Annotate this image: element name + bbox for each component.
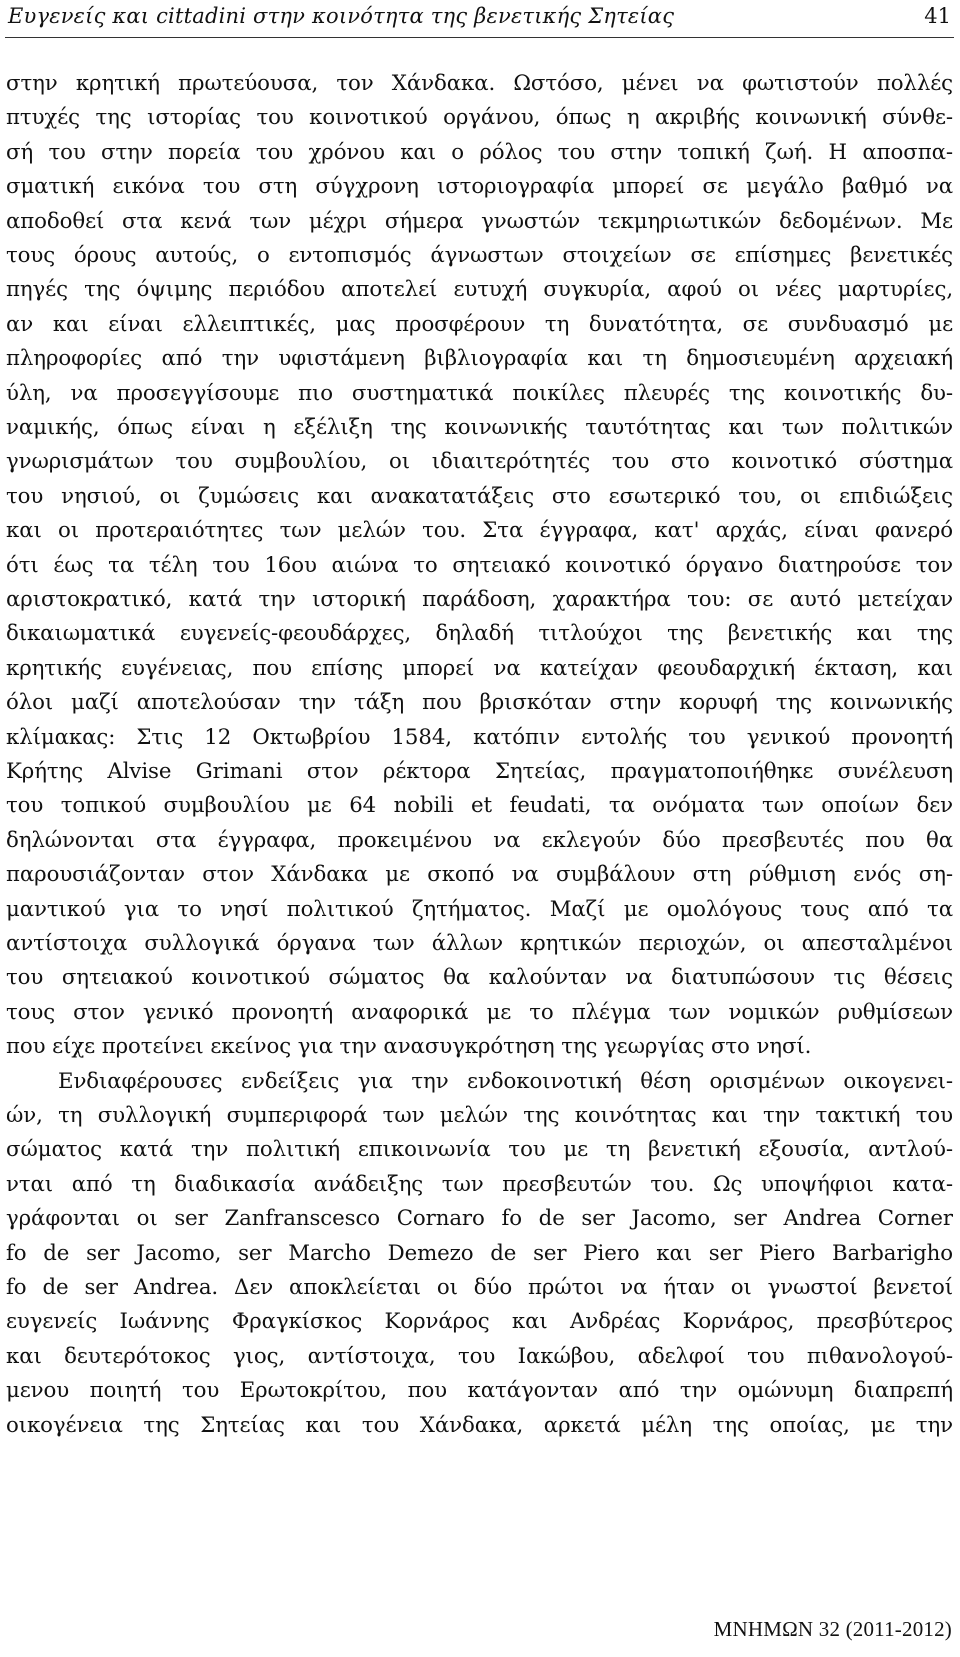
text-line: σώματος κατά την πολιτική επικοινωνία του με τη βενετική εξουσία, αντλού-: [6, 1137, 953, 1163]
text-line: νται από τη διαδικασία ανάδειξης των πρεσβευτών του. Ως υποψήφιοι κατα-: [6, 1171, 953, 1197]
text-line: μενου ποιητή του Ερωτοκρίτου, που κατάγονταν από την ομώνυμη διαπρεπή: [6, 1378, 953, 1404]
text-line: του σητειακού κοινοτικού σώματος θα καλούνταν να διατυπώσουν τις θέσεις: [6, 965, 953, 991]
text-line: που είχε προτείνει εκείνος για την ανασυγκρότηση της γεωργίας στο νησί.: [6, 1034, 812, 1060]
text-line: αριστοκρατικό, κατά την ιστορική παράδοση, χαρακτήρα του: σε αυτό μετείχαν: [6, 587, 953, 612]
text-line: fo de ser Andrea. Δεν αποκλείεται οι δύο πρώτοι να ήταν οι γνωστοί βενετοί: [6, 1275, 953, 1300]
text-line: ότι έως τα τέλη του 16ου αιώνα το σητειακό κοινοτικό όργανο διατηρούσε τον: [6, 552, 953, 578]
journal-footer: ΜΝΗΜΩΝ 32 (2011-2012): [713, 1617, 952, 1641]
text-line: τους όρους αυτούς, ο εντοπισμός άγνωστων στοιχείων σε επίσημες βενετικές: [6, 243, 953, 268]
running-title: Ευγενείς και cittadini στην κοινότητα της βενετικής Σητείας: [8, 4, 675, 28]
text-line: όλοι μαζί αποτελούσαν την τάξη που βρισκόταν στην κορυφή της κοινωνικής: [6, 690, 953, 716]
text-line: στην κρητική πρωτεύουσα, τον Χάνδακα. Ωστόσο, μένει να φωτιστούν πολλές: [6, 71, 953, 96]
text-line: οικογένεια της Σητείας και του Χάνδακα, αρκετά μέλη της οποίας, με την: [6, 1412, 953, 1438]
text-line: πτυχές της ιστορίας του κοινοτικού οργάνου, όπως η ακριβής κοινωνική σύνθε-: [6, 105, 953, 131]
text-line: σή του στην πορεία του χρόνου και ο ρόλος του στην τοπική ζωή. Η αποσπα-: [6, 139, 953, 165]
text-line: δικαιωματικά ευγενείς-φεουδάρχες, δηλαδή τιτλούχοι της βενετικής και της: [6, 621, 953, 647]
text-line: σματική εικόνα του στη σύγχρονη ιστοριογραφία μπορεί σε μεγάλο βαθμό να: [6, 174, 953, 200]
running-header: [5, 0, 954, 38]
text-line: ευγενείς Ιωάννης Φραγκίσκος Κορνάρος και Ανδρέας Κορνάρος, πρεσβύτερος: [6, 1309, 953, 1335]
text-line: πηγές της όψιμης περιόδου αποτελεί ευτυχή συγκυρία, αφού οι νέες μαρτυρίες,: [6, 277, 953, 303]
text-line: αντίστοιχα συλλογικά όργανα των άλλων κρητικών περιοχών, οι απεσταλμένοι: [6, 931, 953, 956]
text-line: και δευτερότοκος γιος, αντίστοιχα, του Ιακώβου, αδελφοί του πιθανολογού-: [6, 1343, 953, 1369]
text-line: παρουσιάζονταν στον Χάνδακα με σκοπό να συμβάλουν στη ρύθμιση ενός ση-: [6, 862, 953, 888]
text-line: πληροφορίες από την υφιστάμενη βιβλιογραφία και τη δημοσιευμένη αρχειακή: [6, 346, 953, 372]
text-line: τους στον γενικό προνοητή αναφορικά με το πλέγμα των νομικών ρυθμίσεων: [6, 999, 953, 1025]
text-line: του νησιού, οι ζυμώσεις και ανακατατάξεις στο εσωτερικό του, οι επιδιώξεις: [6, 483, 953, 509]
text-line: Κρήτης Alvise Grimani στον ρέκτορα Σητείας, πραγματοποιήθηκε συνέλευση: [6, 759, 953, 784]
page-number: 41: [924, 4, 951, 28]
text-line: γνωρισμάτων του συμβουλίου, οι ιδιαιτερότητές του στο κοινοτικό σύστημα: [6, 449, 953, 475]
text-line: του τοπικού συμβουλίου με 64 nobili et feudati, τα ονόματα των οποίων δεν: [6, 793, 953, 819]
text-line: κρητικής ευγένειας, που επίσης μπορεί να κατείχαν φεουδαρχική έκταση, και: [6, 655, 953, 681]
text-line: μαντικού για το νησί πολιτικού ζητήματος. Μαζί με ομολόγους τους από τα: [6, 896, 953, 922]
text-line: αν και είναι ελλειπτικές, μας προσφέρουν τη δυνατότητα, σε συνδυασμό με: [6, 311, 953, 337]
text-line: και οι προτεραιότητες των μελών του. Στα έγγραφα, κατ' αρχάς, είναι φανερό: [6, 518, 953, 544]
text-line: fo de ser Jacomo, ser Marcho Demezo de ser Piero και ser Piero Barbarigho: [6, 1240, 953, 1266]
text-line: ών, τη συλλογική συμπεριφορά των μελών της κοινότητας και την τακτική του: [6, 1103, 953, 1128]
paragraph-first-line: Ενδιαφέρουσες ενδείξεις για την ενδοκοινοτική θέση ορισμένων οικογενει-: [58, 1068, 953, 1094]
text-line: κλίμακας: Στις 12 Οκτωβρίου 1584, κατόπιν εντολής του γενικού προνοητή: [6, 724, 953, 750]
text-line: ύλη, να προσεγγίσουμε πιο συστηματικά ποικίλες πλευρές της κοινοτικής δυ-: [6, 380, 953, 406]
text-line: ναμικής, όπως είναι η εξέλιξη της κοινωνικής ταυτότητας και των πολιτικών: [6, 415, 953, 440]
text-line: γράφονται οι ser Zanfranscesco Cornaro fo de ser Jacomo, ser Andrea Corner: [6, 1206, 953, 1232]
text-line: δηλώνονται στα έγγραφα, προκειμένου να εκλεγούν δύο πρεσβευτές που θα: [6, 827, 953, 853]
text-line: αποδοθεί στα κενά των μέχρι σήμερα γνωστών τεκμηριωτικών δεδομένων. Με: [6, 208, 953, 234]
